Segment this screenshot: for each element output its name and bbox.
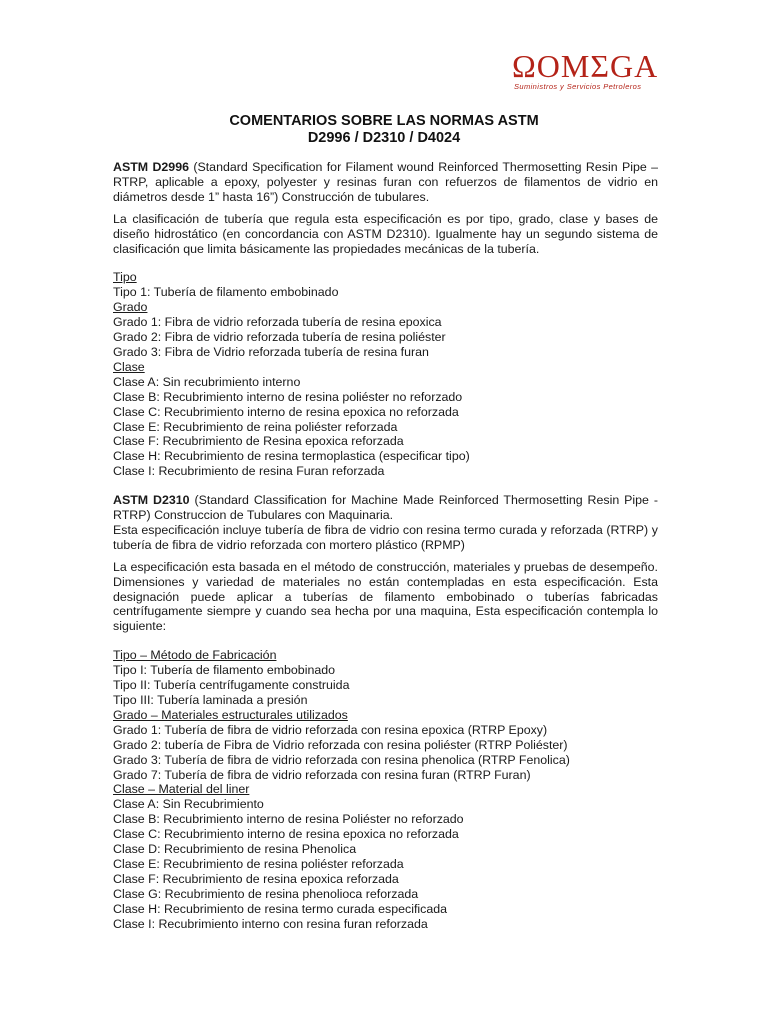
list-item: Clase H: Recubrimiento de resina termoplastica (especificar tipo) bbox=[113, 449, 470, 464]
list-item: Clase B: Recubrimiento interno de resina poliéster no reforzado bbox=[113, 389, 463, 404]
list-item: Grado 3: Tubería de fibra de vidrio reforzada con resina phenolica (RTRP Fenolica) bbox=[113, 752, 570, 767]
d2996-code: ASTM D2996 bbox=[113, 160, 189, 174]
list-item: Clase A: Sin Recubrimiento bbox=[113, 797, 264, 812]
logo-tagline: Suministros y Servicios Petroleros bbox=[514, 82, 642, 91]
list-item: Clase G: Recubrimiento de resina phenolioca reforzada bbox=[113, 886, 419, 901]
list-item: Tipo 1: Tubería de filamento embobinado bbox=[113, 285, 339, 300]
list-item: Clase D: Recubrimiento de resina Phenolica bbox=[113, 842, 357, 857]
logo-wordmark: ΩOMΣGA bbox=[512, 48, 659, 84]
d2310-scope: Esta especificación incluye tubería de fibra de vidrio con resina termo curada y reforzada (RTRP) y tubería de fibra de vidrio reforzada con mortero plástico (RPMP) bbox=[113, 522, 658, 552]
d2996-intro-text: (Standard Specification for Filament wound Reinforced Thermosetting Resin Pipe – RTRP, aplicable a epoxy, polyester y resinas furan con refuerzos de filamentos de vidrio en diámetros desde 1” hasta 16”) Construcción de tubulares. bbox=[113, 160, 658, 204]
document-body bbox=[113, 160, 658, 932]
d2310-intro bbox=[113, 493, 658, 523]
list-item: Tipo I: Tubería de filamento embobinado bbox=[113, 663, 336, 678]
list-item: Clase C: Recubrimiento interno de resina epoxica no reforzada bbox=[113, 404, 459, 419]
list-item: Grado 7: Tubería de fibra de vidrio reforzada con resina furan (RTRP Furan) bbox=[113, 767, 531, 782]
list-item: Tipo II: Tubería centrífugamente construida bbox=[113, 678, 350, 693]
list-item: Clase F: Recubrimiento de Resina epoxica reforzada bbox=[113, 434, 404, 449]
list-item: Clase I: Recubrimiento de resina Furan reforzada bbox=[113, 464, 385, 479]
d2310-intro-text: (Standard Classification for Machine Made Reinforced Thermosetting Resin Pipe - RTRP) Construccion de Tubulares con Maquinaria. bbox=[113, 493, 658, 523]
list-item: Clase F: Recubrimiento de resina epoxica reforzada bbox=[113, 871, 399, 886]
document-subtitle: D2996 / D2310 / D4024 bbox=[307, 130, 461, 146]
d2996-classification-list bbox=[113, 270, 658, 479]
list-heading: Clase bbox=[113, 359, 145, 374]
list-item: Grado 1: Tubería de fibra de vidrio reforzada con resina epoxica (RTRP Epoxy) bbox=[113, 722, 548, 737]
company-logo bbox=[508, 48, 678, 92]
d2310-basis-paragraph: La especificación esta basada en el método de construcción, materiales y pruebas de desempeño. Dimensiones y variedad de materiales no están contempladas en esta especificación. Esta designación puede aplicar a tuberías de filamento embobinado o tuberías fabricadas centrífugamente siempre y cuando sea hecha por una maquina, Esta especificación contempla lo siguiente: bbox=[113, 559, 658, 634]
list-heading: Clase – Material del liner bbox=[113, 782, 250, 797]
list-heading: Grado bbox=[113, 300, 148, 315]
list-item: Grado 2: Fibra de vidrio reforzada tubería de resina poliéster bbox=[113, 330, 446, 345]
d2310-classification-list bbox=[113, 648, 658, 931]
list-item: Clase E: Recubrimiento de resina poliéster reforzada bbox=[113, 856, 404, 871]
d2310-code: ASTM D2310 bbox=[113, 493, 190, 508]
list-item: Clase A: Sin recubrimiento interno bbox=[113, 374, 301, 389]
list-item: Clase E: Recubrimiento de reina poliéster reforzada bbox=[113, 419, 398, 434]
list-item: Tipo III: Tubería laminada a presión bbox=[113, 693, 308, 707]
list-heading: Tipo bbox=[113, 270, 137, 285]
d2996-classification-paragraph: La clasificación de tubería que regula esta especificación es por tipo, grado, clase y bases de diseño hidrostático (en concordancia con ASTM D2310). Igualmente hay un segundo sistema de clasificación que limita básicamente las propiedades mecánicas de la tubería. bbox=[113, 211, 658, 256]
list-item: Grado 1: Fibra de vidrio reforzada tubería de resina epoxica bbox=[113, 315, 442, 330]
d2996-intro bbox=[113, 160, 658, 205]
list-item: Grado 2: tubería de Fibra de Vidrio reforzada con resina poliéster (RTRP Poliéster) bbox=[113, 737, 568, 752]
list-item: Clase I: Recubrimiento interno con resina furan reforzada bbox=[113, 916, 428, 931]
list-item: Clase H: Recubrimiento de resina termo curada especificada bbox=[113, 901, 448, 916]
list-item: Clase B: Recubrimiento interno de resina Poliéster no reforzado bbox=[113, 812, 464, 827]
list-item: Clase C: Recubrimiento interno de resina epoxica no reforzada bbox=[113, 827, 459, 842]
list-item: Grado 3: Fibra de Vidrio reforzada tubería de resina furan bbox=[113, 344, 429, 359]
list-heading: Tipo – Método de Fabricación bbox=[113, 648, 277, 663]
list-heading: Grado – Materiales estructurales utilizados bbox=[113, 707, 348, 722]
document-title: COMENTARIOS SOBRE LAS NORMAS ASTM bbox=[229, 113, 539, 129]
